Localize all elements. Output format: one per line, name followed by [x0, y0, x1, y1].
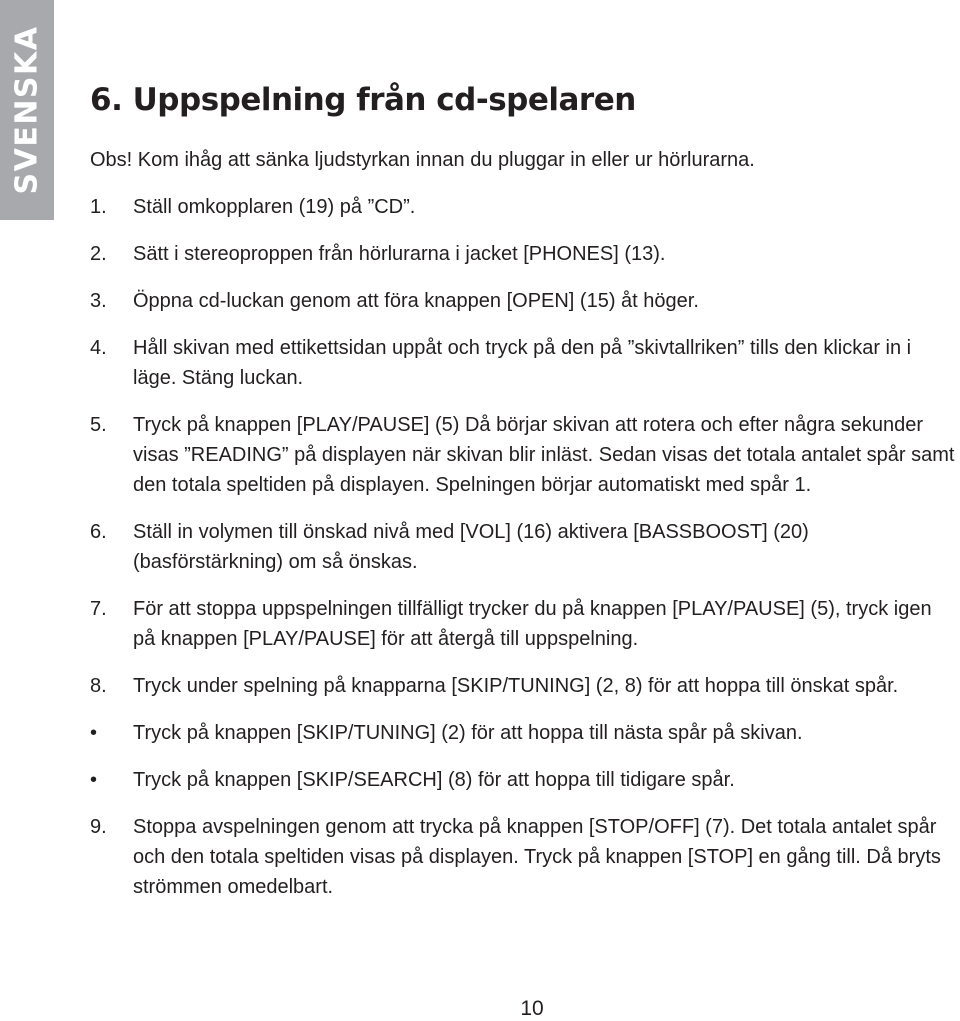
item-marker: 9. [90, 816, 107, 838]
note-text: Obs! Kom ihåg att sänka ljudstyrkan innan du pluggar in eller ur hörlurarna. [90, 149, 755, 171]
item-text: Ställ in volymen till önskad nivå med [VOL] (16) aktivera [BASSBOOST] (20) (basförstärkning) om så önskas. [133, 521, 809, 573]
list-item [90, 765, 956, 795]
page-number: 10 [520, 997, 544, 1020]
list-item [90, 671, 956, 701]
item-text: För att stoppa uppspelningen tillfälligt trycker du på knappen [PLAY/PAUSE] (5), tryck igen på knappen [PLAY/PAUSE] för att återgå till uppspelning. [133, 598, 932, 650]
list-item [90, 517, 956, 577]
item-text: Ställ omkopplaren (19) på ”CD”. [133, 196, 416, 218]
item-marker: 8. [90, 675, 107, 697]
language-tab [0, 0, 54, 220]
item-marker: 2. [90, 243, 107, 265]
item-text: Håll skivan med ettikettsidan uppåt och tryck på den på ”skivtallriken” tills den klickar in i läge. Stäng luckan. [133, 337, 912, 389]
list-item [90, 718, 956, 748]
item-marker: 3. [90, 290, 107, 312]
language-tab-label: SVENSKA [9, 25, 45, 195]
item-marker: 4. [90, 337, 107, 359]
list-item [90, 812, 956, 902]
list-item [90, 410, 956, 500]
bullet-marker: • [90, 722, 98, 744]
section-title: 6. Uppspelning från cd-spelaren [90, 82, 636, 118]
item-text: Tryck under spelning på knapparna [SKIP/TUNING] (2, 8) för att hoppa till önskat spår. [133, 675, 899, 697]
item-text: Tryck på knappen [SKIP/SEARCH] (8) för att hoppa till tidigare spår. [133, 769, 735, 791]
item-marker: 7. [90, 598, 107, 620]
item-text: Tryck på knappen [SKIP/TUNING] (2) för att hoppa till nästa spår på skivan. [133, 722, 803, 744]
bullet-marker: • [90, 769, 98, 791]
list-item [90, 594, 956, 654]
item-marker: 1. [90, 196, 107, 218]
item-text: Stoppa avspelningen genom att trycka på knappen [STOP/OFF] (7). Det totala antalet spår och den totala speltiden visas på displayen. Tryck på knappen [STOP] en gång till. Då bryts strömmen omedelbart. [133, 816, 941, 898]
item-text: Sätt i stereoproppen från hörlurarna i jacket [PHONES] (13). [133, 243, 666, 265]
instruction-list [90, 192, 956, 919]
list-item [90, 239, 956, 269]
list-item [90, 286, 956, 316]
item-marker: 5. [90, 414, 107, 436]
item-marker: 6. [90, 521, 107, 543]
list-item [90, 192, 956, 222]
item-text: Tryck på knappen [PLAY/PAUSE] (5) Då börjar skivan att rotera och efter några sekunder visas ”READING” på displayen när skivan blir inläst. Sedan visas det totala antalet spår samt den totala speltiden på displayen. Spelningen börjar automatiskt med spår 1. [133, 414, 955, 496]
list-item [90, 333, 956, 393]
item-text: Öppna cd-luckan genom att föra knappen [OPEN] (15) åt höger. [133, 290, 699, 312]
